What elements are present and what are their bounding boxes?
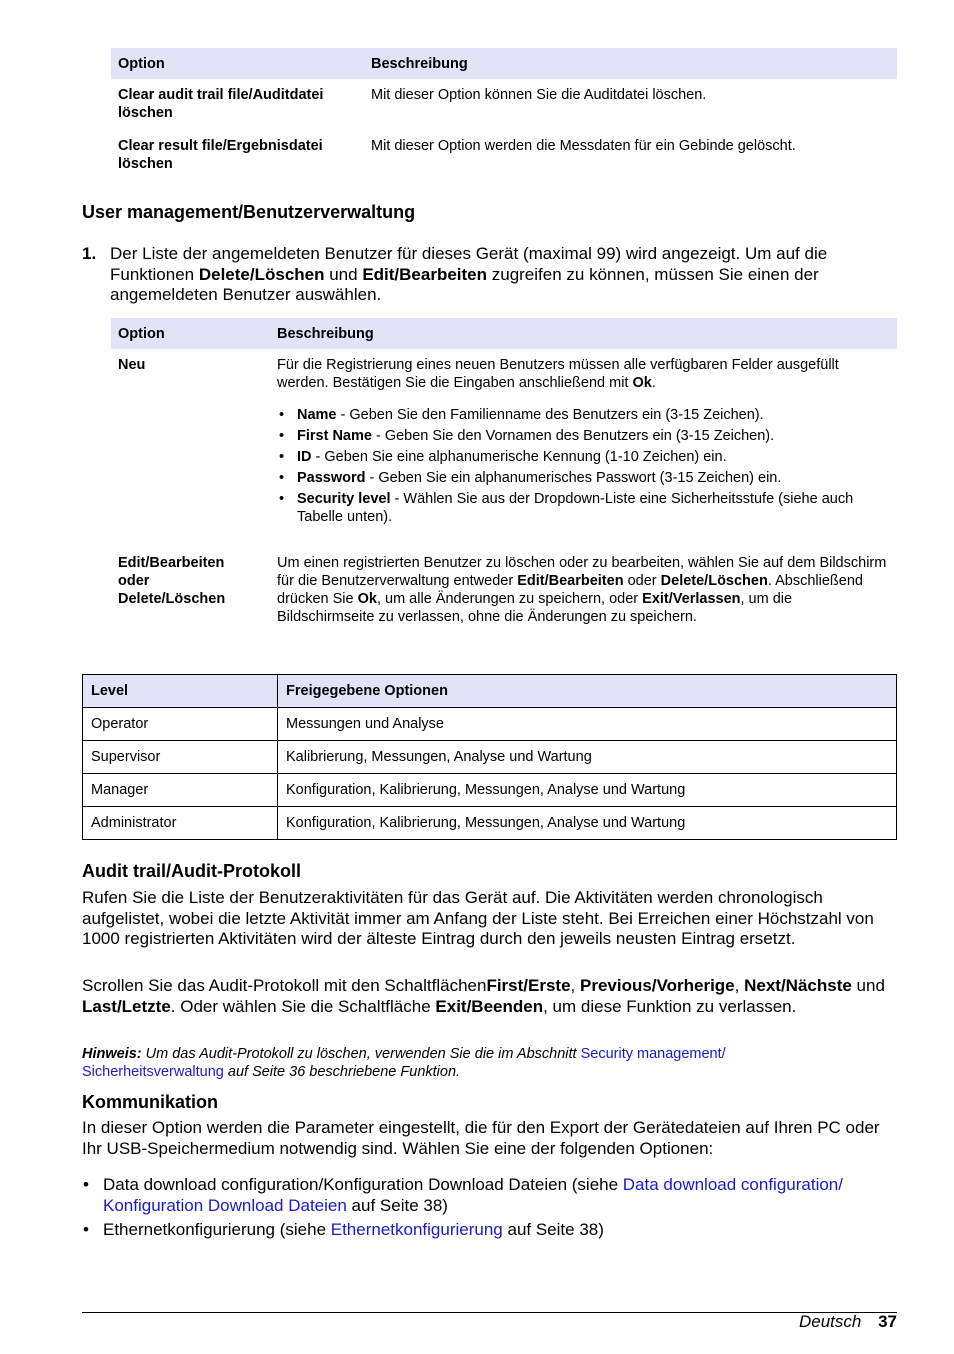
field-list (277, 406, 890, 526)
step-text (110, 244, 896, 306)
note (82, 1045, 822, 1081)
page-number: 37 (878, 1312, 897, 1331)
description-text (277, 356, 890, 392)
ethernet-config-link[interactable]: Ethernetkonfigurierung (330, 1220, 503, 1240)
bold-term: Delete/Löschen (198, 264, 325, 284)
table-row (83, 708, 897, 741)
list-item (277, 469, 890, 487)
text: und (324, 264, 363, 284)
text: Um einen registrierten Benutzer zu löschen oder zu bearbeiten, wählen Sie auf dem Bildschirm für die Benutzerverwaltung entweder (277, 555, 887, 589)
text: auf Seite 36 beschriebene Funktion. (223, 1064, 461, 1080)
table-row (111, 547, 897, 630)
option-line: Delete/Löschen (118, 591, 226, 607)
bold-term: Exit/Beenden (435, 996, 544, 1016)
security-level-table (82, 674, 897, 840)
bold-term: Name (297, 407, 337, 423)
text: . (651, 375, 656, 391)
description-cell: Mit dieser Option werden die Messdaten für ein Gebinde gelöscht. (371, 138, 796, 154)
list-item (82, 1175, 897, 1216)
bold-term: Edit/Bearbeiten (517, 573, 624, 589)
text: Data download configuration/Konfiguration Download Dateien (siehe (103, 1175, 623, 1194)
text: . Abschließend drücken Sie (277, 573, 863, 607)
list-item (277, 406, 890, 424)
text: oder (623, 573, 661, 589)
kommunikation-paragraph: In dieser Option werden die Parameter eingestellt, die für den Export der Gerätedateien auf Ihren PC oder Ihr USB-Speichermedium notwendig sind. Wählen Sie eine der folgenden Optionen: (82, 1118, 880, 1158)
bold-term: Next/Nächste (744, 976, 852, 995)
text: - Geben Sie ein alphanumerisches Passwort (3-15 Zeichen) ein. (365, 470, 782, 486)
bold-term: ID (297, 449, 312, 465)
text: - Geben Sie den Familienname des Benutzers ein (3-15 Zeichen). (336, 407, 764, 423)
footer-language: Deutsch (798, 1312, 862, 1331)
footer (600, 1312, 897, 1332)
table-row (83, 807, 897, 840)
options-table-user-management (111, 318, 897, 630)
data-download-config-link[interactable]: Data download configuration/ Konfiguration Download Dateien (103, 1175, 843, 1215)
option-line: Edit/Bearbeiten (118, 555, 225, 571)
security-management-link[interactable]: Security management/ Sicherheitsverwaltung (82, 1046, 726, 1080)
text: . Oder wählen Sie die Schaltfläche (170, 996, 436, 1016)
bold-term: Exit/Verlassen (642, 591, 741, 607)
column-header: Level (83, 675, 278, 708)
text: Für die Registrierung eines neuen Benutzers müssen alle verfügbaren Felder ausgefüllt werden. Bestätigen Sie die Eingaben anschließend mit (277, 357, 839, 391)
list-item (82, 1220, 897, 1241)
column-header: Option (111, 318, 270, 349)
kommunikation-options (82, 1175, 897, 1245)
options-cell: Kalibrierung, Messungen, Analyse und Wartung (278, 741, 897, 774)
table-header-row (111, 48, 897, 79)
table-row (83, 741, 897, 774)
note-label: Hinweis: (82, 1046, 142, 1062)
audit-paragraph: Rufen Sie die Liste der Benutzeraktivitäten für das Gerät auf. Die Aktivitäten werden chronologisch aufgelistet, wobei die letzte Aktivität immer am Anfang der Liste steht. Bei Erreichen einer Höchstzahl von 1000 registrierten Aktivitäten wird der älteste Eintrag durch den jeweils neusten Eintrag ersetzt. (82, 888, 874, 949)
bold-term: Ok (357, 591, 377, 607)
option-cell (111, 547, 270, 630)
bold-term: Edit/Bearbeiten (362, 264, 488, 284)
text: auf Seite 38) (346, 1195, 448, 1215)
option-cell: Neu (118, 357, 146, 373)
bold-term: Security level (297, 491, 391, 507)
text: , um diese Funktion zu verlassen. (543, 996, 797, 1016)
text: Scrollen Sie das Audit-Protokoll mit den Schaltflächen (82, 976, 487, 995)
text: - Wählen Sie aus der Dropdown-Liste eine Sicherheitsstufe (siehe auch Tabelle unten). (297, 491, 854, 525)
step-number: 1. (82, 244, 97, 263)
list-item (277, 490, 890, 526)
table-row (83, 774, 897, 807)
table-header-row (83, 675, 897, 708)
text: auf Seite 38) (502, 1220, 604, 1240)
text: Um das Audit-Protokoll zu löschen, verwenden Sie die im Abschnitt (141, 1046, 581, 1062)
section-heading-audit-trail: Audit trail/Audit-Protokoll (82, 861, 301, 881)
column-header: Beschreibung (364, 48, 897, 79)
text: - Geben Sie den Vornamen des Benutzers ein (3-15 Zeichen). (371, 428, 775, 444)
section-heading-user-management: User management/Benutzerverwaltung (82, 202, 416, 222)
table-row (111, 130, 897, 177)
table-header-row (111, 318, 897, 349)
option-cell: Clear audit trail file/Auditdatei löschen (118, 87, 324, 121)
bold-term: First/Erste (486, 976, 571, 995)
list-item (277, 427, 890, 445)
option-line: oder (118, 573, 150, 589)
bold-term: First Name (297, 428, 372, 444)
table-row (111, 79, 897, 130)
level-cell: Manager (83, 774, 278, 807)
description-cell (270, 349, 897, 547)
text: zugreifen zu können, müssen Sie einen der angemeldeten Benutzer auswählen. (110, 264, 819, 305)
column-header: Beschreibung (270, 318, 897, 349)
options-cell: Messungen und Analyse (278, 708, 897, 741)
text: , um alle Änderungen zu speichern, oder (376, 591, 643, 607)
text: - Geben Sie eine alphanumerische Kennung (1-10 Zeichen) ein. (311, 449, 727, 465)
bold-term: Ok (632, 375, 652, 391)
level-cell: Operator (83, 708, 278, 741)
section-heading-kommunikation: Kommunikation (82, 1092, 219, 1112)
options-cell: Konfiguration, Kalibrierung, Messungen, Analyse und Wartung (278, 774, 897, 807)
text: , (570, 976, 580, 995)
description-cell (270, 547, 897, 630)
audit-navigation-paragraph (82, 976, 897, 1017)
bold-term: Password (297, 470, 366, 486)
level-cell: Administrator (83, 807, 278, 840)
options-table-clear (111, 48, 897, 177)
bold-term: Delete/Löschen (660, 573, 768, 589)
options-cell: Konfiguration, Kalibrierung, Messungen, Analyse und Wartung (278, 807, 897, 840)
list-item (277, 448, 890, 466)
text: , (734, 976, 745, 995)
description-cell: Mit dieser Option können Sie die Auditdatei löschen. (371, 87, 707, 103)
text: Der Liste der angemeldeten Benutzer für dieses Gerät (maximal 99) wird angezeigt. Um auf die Funktionen (110, 244, 828, 284)
level-cell: Supervisor (83, 741, 278, 774)
option-list (82, 1175, 897, 1241)
bold-term: Previous/Vorherige (580, 976, 735, 995)
bold-term: Last/Letzte (82, 996, 171, 1016)
column-header: Option (111, 48, 364, 79)
column-header: Freigegebene Optionen (278, 675, 897, 708)
table-row (111, 349, 897, 547)
text: , um die Bildschirmseite zu verlassen, ohne die Änderungen zu speichern. (277, 591, 793, 625)
text: und (851, 976, 885, 995)
text: Ethernetkonfigurierung (siehe (103, 1220, 331, 1240)
option-cell: Clear result file/Ergebnisdatei löschen (118, 138, 323, 172)
